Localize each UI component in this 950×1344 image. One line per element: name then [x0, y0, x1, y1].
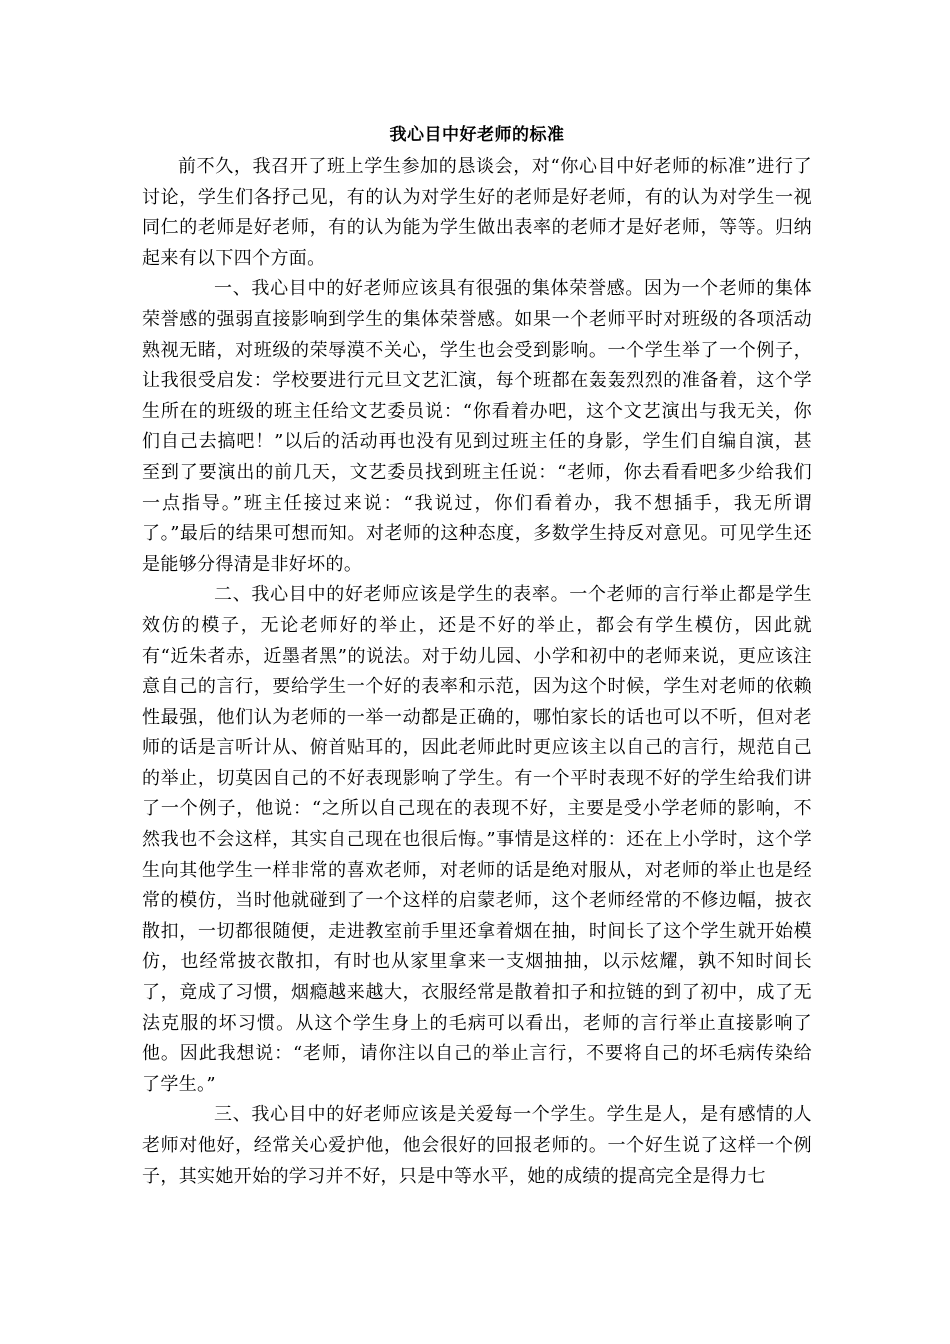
section-two-paragraph: 二、我心目中的好老师应该是学生的表率。一个老师的言行举止都是学生效仿的模子，无论老师好的举止，还是不好的举止，都会有学生模仿，因此就有“近朱者赤，近墨者黑”的说法。对于幼儿园、小学和初中的老师来说，更应该注意自己的言行，要给学生一个好的表率和示范，因为这个时候，学生对老师的依赖性最强，他们认为老师的一举一动都是正确的，哪怕家长的话也可以不听，但对老师的话是言听计从、俯首贴耳的，因此老师此时更应该主以自己的言行，规范自己的举止，切莫因自己的不好表现影响了学生。有一个平时表现不好的学生给我们讲了一个例子，他说：“之所以自己现在的表现不好，主要是受小学老师的影响，不然我也不会这样，其实自己现在也很后悔。”事情是这样的：还在上小学时，这个学生向其他学生一样非常的喜欢老师，对老师的话是绝对服从，对老师的举止也是经常的模仿，当时他就碰到了一个这样的启蒙老师，这个老师经常的不修边幅，披衣散扣，一切都很随便，走进教室前手里还拿着烟在抽，时间长了这个学生就开始模仿，也经常披衣散扣，有时也从家里拿来一支烟抽抽，以示炫耀，孰不知时间长了，竟成了习惯，烟瘾越来越大，衣服经常是散着扣子和拉链的到了初中，成了无法克服的坏习惯。从这个学生身上的毛病可以看出，老师的言行举止直接影响了他。因此我想说：“老师，请你注以自己的举止言行，不要将自己的坏毛病传染给了学生。”	[142, 584, 812, 1095]
document-body	[142, 124, 812, 1192]
document-title: 我心目中好老师的标准	[389, 125, 565, 145]
section-one-paragraph: 一、我心目中的好老师应该具有很强的集体荣誉感。因为一个老师的集体荣誉感的强弱直接影响到学生的集体荣誉感。如果一个老师平时对班级的各项活动熟视无睹，对班级的荣辱漠不关心，学生也会受到影响。一个学生举了一个例子，让我很受启发：学校要进行元旦文艺汇演，每个班都在轰轰烈烈的准备着，这个学生所在的班级的班主任给文艺委员说：“你看着办吧，这个文艺演出与我无关，你们自己去搞吧！”以后的活动再也没有见到过班主任的身影，学生们自编自演，甚至到了要演出的前几天，文艺委员找到班主任说：“老师，你去看看吧多少给我们一点指导。”班主任接过来说：“我说过，你们看着办，我不想插手，我无所谓了。”最后的结果可想而知。对老师的这种态度，多数学生持反对意见。可见学生还是能够分得清是非好坏的。	[142, 278, 812, 575]
intro-paragraph: 前不久，我召开了班上学生参加的恳谈会，对“你心目中好老师的标准”进行了讨论，学生们各抒己见，有的认为对学生好的老师是好老师，有的认为对学生一视同仁的老师是好老师，有的认为能为学生做出表率的老师才是好老师，等等。归纳起来有以下四个方面。	[142, 156, 812, 269]
section-three-paragraph: 三、我心目中的好老师应该是关爱每一个学生。学生是人，是有感情的人老师对他好，经常关心爱护他，他会很好的回报老师的。一个好生说了这样一个例子，其实她开始的学习并不好，只是中等水平，她的成绩的提高完全是得力七	[142, 1104, 812, 1187]
